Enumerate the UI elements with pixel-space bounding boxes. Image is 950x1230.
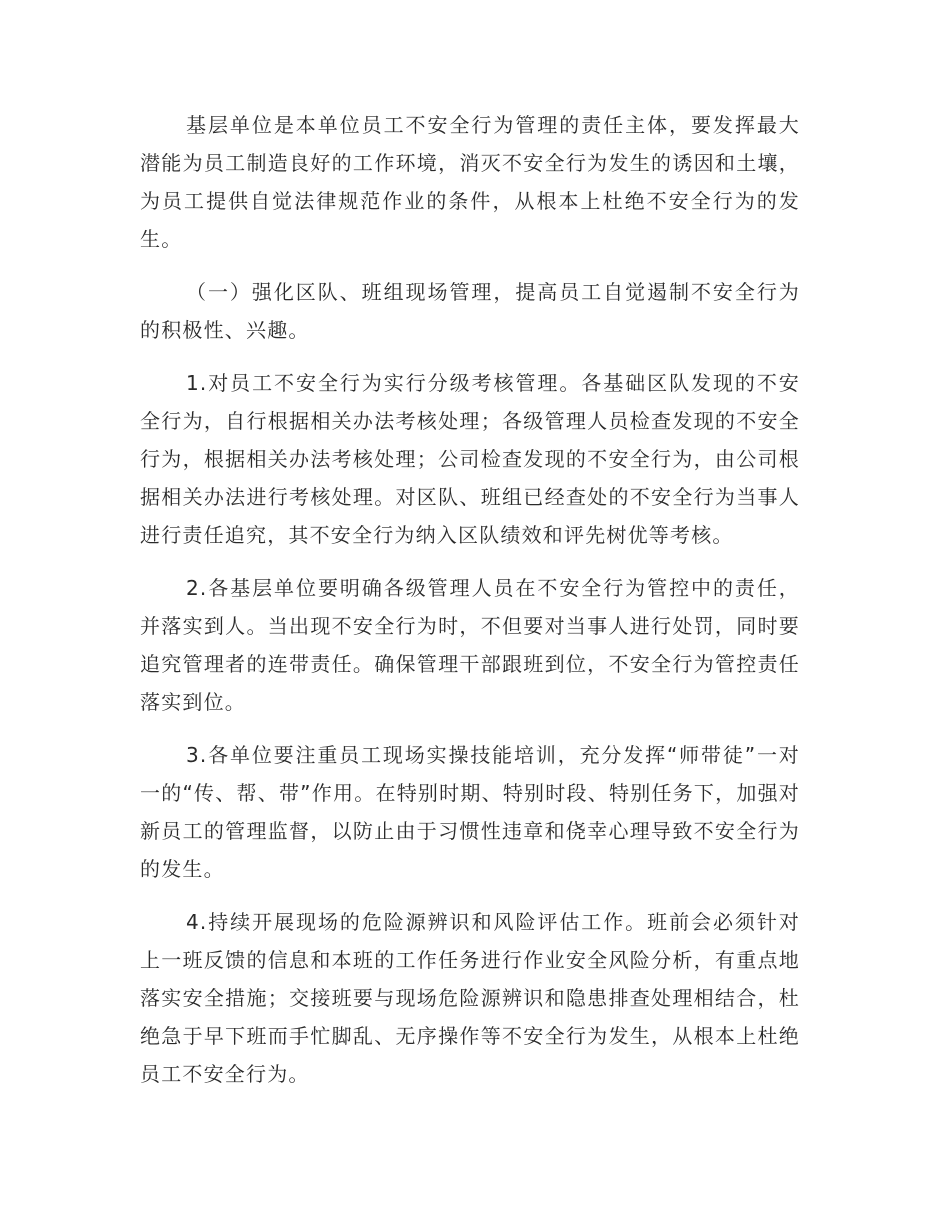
paragraph-item-3: 3.各单位要注重员工现场实操技能培训，充分发挥“师带徒”一对一的“传、帮、带”作用。在特别时期、特别时段、特别任务下，加强对新员工的管理监督，以防止由于习惯性违章和侥幸心理导致不安全行为的发生。 xyxy=(140,743,800,881)
paragraph-item-2: 2.各基层单位要明确各级管理人员在不安全行为管控中的责任，并落实到人。当出现不安全行为时，不但要对当事人进行处罚，同时要追究管理者的连带责任。确保管理干部跟班到位，不安全行为管控责任落实到位。 xyxy=(140,576,800,714)
document-body xyxy=(140,106,800,1108)
paragraph-intro: 基层单位是本单位员工不安全行为管理的责任主体，要发挥最大潜能为员工制造良好的工作环境，消灭不安全行为发生的诱因和土壤，为员工提供自觉法律规范作业的条件，从根本上杜绝不安全行为的发生。 xyxy=(140,113,800,251)
paragraph-item-1: 1.对员工不安全行为实行分级考核管理。各基础区队发现的不安全行为，自行根据相关办法考核处理；各级管理人员检查发现的不安全行为，根据相关办法考核处理；公司检查发现的不安全行为，由公司根据相关办法进行考核处理。对区队、班组已经查处的不安全行为当事人进行责任追究，其不安全行为纳入区队绩效和评先树优等考核。 xyxy=(140,371,800,547)
section-heading-1: （一）强化区队、班组现场管理，提高员工自觉遏制不安全行为的积极性、兴趣。 xyxy=(140,280,800,342)
paragraph-item-4: 4.持续开展现场的危险源辨识和风险评估工作。班前会必须针对上一班反馈的信息和本班的工作任务进行作业安全风险分析，有重点地落实安全措施；交接班要与现场危险源辨识和隐患排查处理相结合，杜绝急于早下班而手忙脚乱、无序操作等不安全行为发生，从根本上杜绝员工不安全行为。 xyxy=(140,910,800,1086)
